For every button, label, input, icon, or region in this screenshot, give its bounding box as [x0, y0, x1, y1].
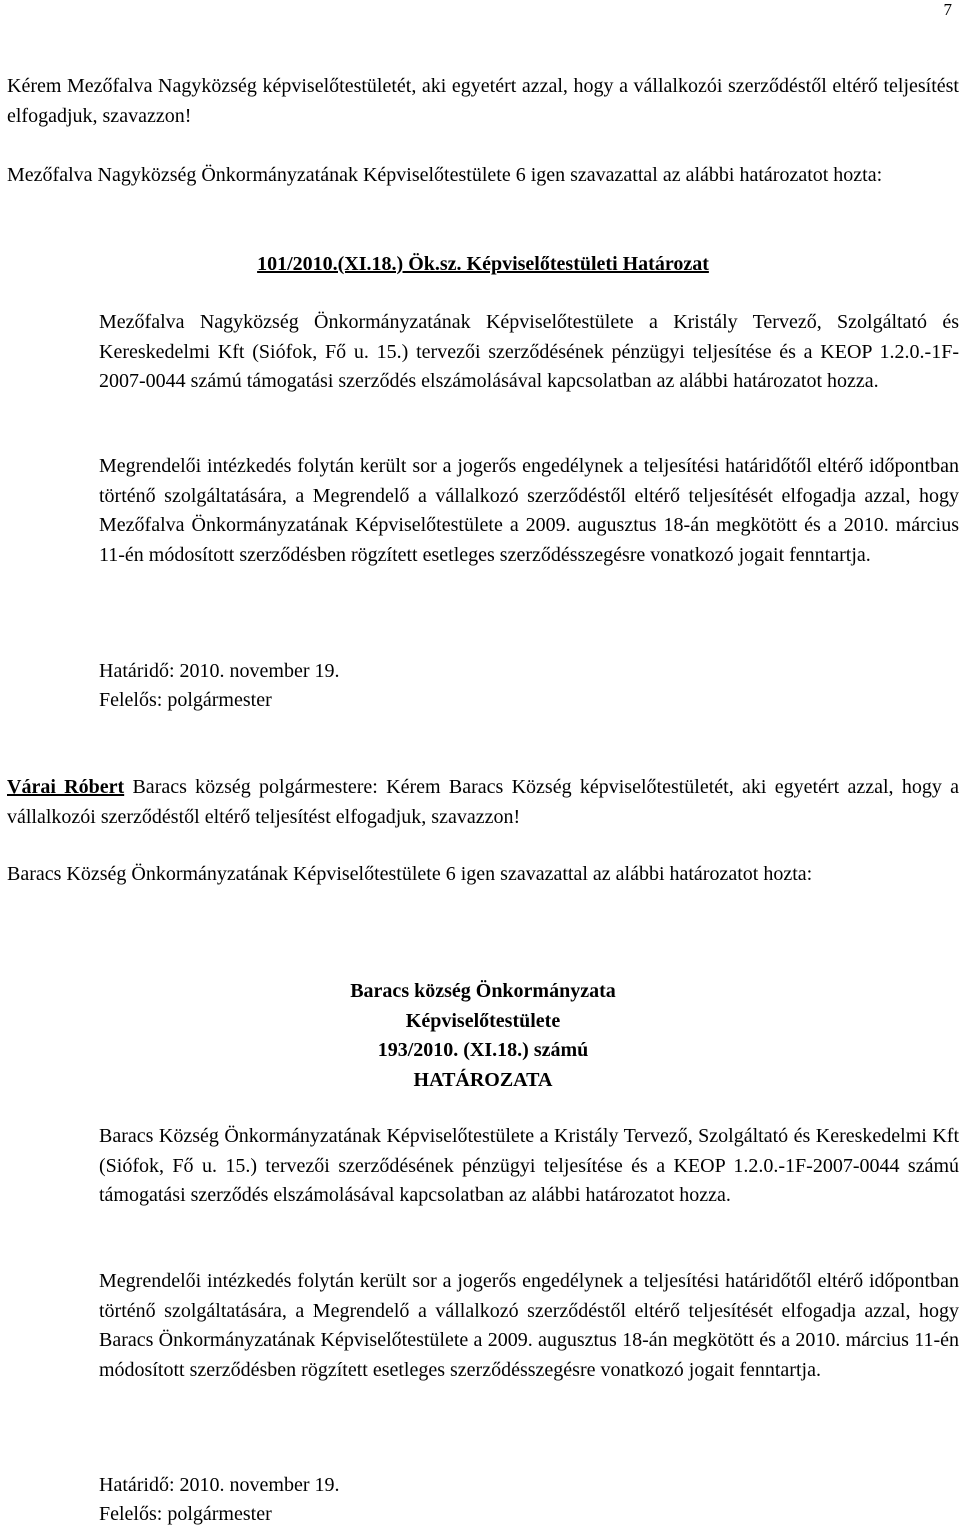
resolution-1-intro: Mezőfalva Nagyközség Önkormányzatának Képviselőtestülete a Kristály Tervező, Szolgáltató és Kereskedelmi Kft (Siófok, Fő u. 15.) tervezői szerződésének pénzügyi teljesítése és a KEOP 1.2.0.-1F-2007-0044 számú támogatási szerződés elszámolásával kapcsolatban az alábbi határozatot hozza. [99, 311, 959, 392]
paragraph-vote-request-mezofalva: Kérem Mezőfalva Nagyközség képviselőtestületét, aki egyetért azzal, hogy a vállalkozói szerződéstől eltérő teljesítést elfogadjuk, szavazzon! [7, 75, 959, 127]
resolution-1-deadline: Határidő: 2010. november 19. [99, 660, 340, 682]
speaker-name: Várai Róbert [7, 776, 125, 798]
paragraph-vote-result-baracs: Baracs Község Önkormányzatának Képviselőtestülete 6 igen szavazattal az alábbi határozatot hozta: [7, 863, 813, 885]
resolution-2-heading-line: Baracs község Önkormányzata [350, 980, 616, 1002]
page-number: 7 [943, 0, 952, 19]
resolution-2-heading [7, 977, 959, 1095]
paragraph-vote-result-mezofalva: Mezőfalva Nagyközség Önkormányzatának Képviselőtestülete 6 igen szavazattal az alábbi határozatot hozta: [7, 164, 883, 186]
resolution-1-title: 101/2010.(XI.18.) Ök.sz. Képviselőtestületi Határozat [257, 253, 709, 275]
resolution-2-heading-line: 193/2010. (XI.18.) számú [377, 1039, 589, 1061]
resolution-2-body: Megrendelői intézkedés folytán került sor a jogerős engedélynek a teljesítési határidőtől eltérő időpontban történő szolgáltatására, a Megrendelő a vállalkozó szerződéstől eltérő teljesítését elfogadja azzal, hogy Baracs Önkormányzatának Képviselőtestülete a 2009. augusztus 18-án megkötött és a 2010. március 11-én módosított szerződésben rögzített esetleges szerződésszegésre vonatkozó jogait fenntartja. [99, 1270, 959, 1381]
resolution-1-responsible: Felelős: polgármester [99, 689, 272, 711]
resolution-2-deadline: Határidő: 2010. november 19. [99, 1474, 340, 1496]
resolution-1-body: Megrendelői intézkedés folytán került sor a jogerős engedélynek a teljesítési határidőtől eltérő időpontban történő szolgáltatására, a Megrendelő a vállalkozó szerződéstől eltérő teljesítését elfogadja azzal, hogy Mezőfalva Önkormányzatának Képviselőtestülete a 2009. augusztus 18-án megkötött és a 2010. március 11-én módosított szerződésben rögzített esetleges szerződésszegésre vonatkozó jogait fenntartja. [99, 455, 959, 566]
resolution-2-heading-line: Képviselőtestülete [405, 1009, 561, 1032]
paragraph-speaker-baracs [7, 773, 959, 832]
resolution-2-intro: Baracs Község Önkormányzatának Képviselőtestülete a Kristály Tervező, Szolgáltató és Kereskedelmi Kft (Siófok, Fő u. 15.) tervezői szerződésének pénzügyi teljesítése és a KEOP 1.2.0.-1F-2007-0044 számú támogatási szerződés elszámolásával kapcsolatban az alábbi határozatot hozza. [99, 1125, 959, 1206]
resolution-2-heading-line: HATÁROZATA [413, 1068, 553, 1091]
resolution-2-responsible: Felelős: polgármester [99, 1503, 272, 1525]
speaker-text: Baracs község polgármestere: Kérem Baracs Község képviselőtestületét, aki egyetért azzal, hogy a vállalkozói szerződéstől eltérő teljesítést elfogadjuk, szavazzon! [7, 776, 960, 828]
